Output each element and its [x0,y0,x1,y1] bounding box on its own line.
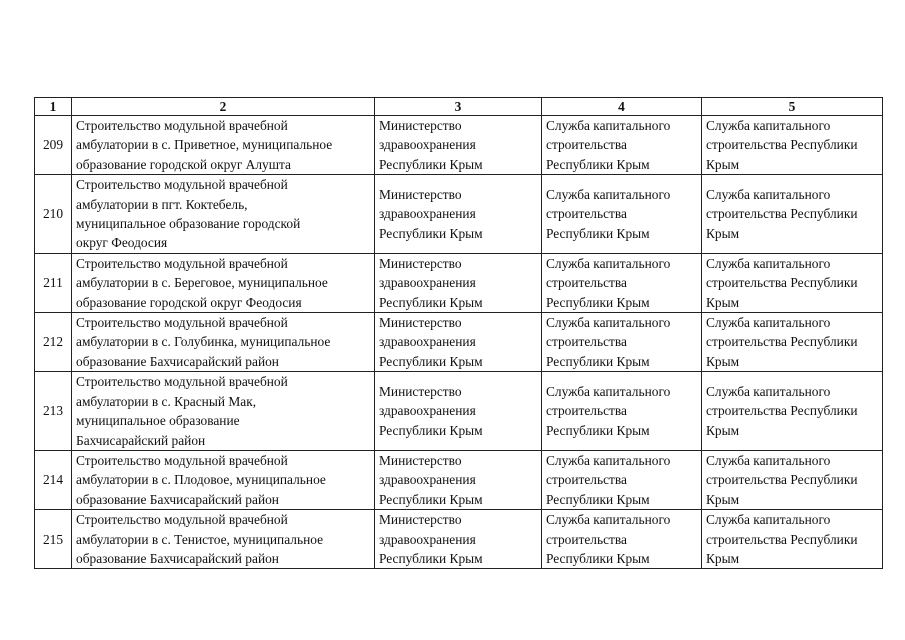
customer-cell [375,372,542,451]
developer-cell [542,175,702,254]
cell-line: муниципальное образование [76,413,240,429]
cell-line: строительства Республики [706,206,858,222]
cell-line: Служба капитального [706,383,831,399]
cell-line: здравоохранения [379,137,476,153]
cell-line: Республики Крым [379,491,483,507]
cell-line: Крым [706,422,740,438]
cell-line: образование Бахчисарайский район [76,353,279,369]
cell-line: Министерство [379,315,462,331]
cell-line: амбулатории в с. Тенистое, муниципальное [76,531,324,547]
executor-cell [702,313,883,372]
row-number: 212 [35,313,72,372]
cell-line: здравоохранения [379,531,476,547]
cell-line: Служба капитального [546,452,671,468]
cell-line: Республики Крым [546,422,650,438]
row-number: 210 [35,175,72,254]
cell-line: Республики Крым [379,156,483,172]
cell-line: строительства [546,403,627,419]
cell-line: амбулатории в пгт. Коктебель, [76,196,248,212]
cell-line: амбулатории в с. Плодовое, муниципальное [76,472,326,488]
cell-line: Крым [706,294,740,310]
object-name-cell [72,175,375,254]
cell-line: здравоохранения [379,403,476,419]
developer-cell [542,253,702,312]
cell-line: Крым [706,353,740,369]
cell-line: амбулатории в с. Приветное, муниципальное [76,137,333,153]
cell-line: Республики Крым [546,294,650,310]
cell-line: строительства Республики [706,137,858,153]
cell-line: здравоохранения [379,206,476,222]
cell-line: амбулатории в с. Красный Мак, [76,393,257,409]
table-row [35,175,883,254]
cell-line: округ Феодосия [76,235,168,251]
document-table [34,97,883,569]
cell-line: Республики Крым [379,353,483,369]
executor-cell [702,116,883,175]
row-number: 213 [35,372,72,451]
cell-line: Служба капитального [546,118,671,133]
cell-line: Служба капитального [706,255,831,271]
developer-cell [542,116,702,175]
cell-line: Бахчисарайский район [76,432,206,448]
cell-line: Строительство модульной врачебной [76,374,288,390]
cell-line: строительства Республики [706,334,858,350]
cell-line: Крым [706,225,740,241]
cell-line: Республики Крым [379,294,483,310]
cell-line: Республики Крым [546,550,650,566]
cell-line: строительства [546,531,627,547]
cell-line: строительства [546,137,627,153]
cell-line: строительства [546,334,627,350]
cell-line: Министерство [379,186,462,202]
customer-cell [375,253,542,312]
cell-line: Министерство [379,452,462,468]
cell-line: Строительство модульной врачебной [76,452,288,468]
executor-cell [702,510,883,569]
cell-line: Министерство [379,512,462,528]
cell-line: Республики Крым [379,422,483,438]
executor-cell [702,450,883,509]
cell-line: Республики Крым [546,156,650,172]
cell-line: Министерство [379,383,462,399]
object-name-cell [72,372,375,451]
cell-line: Строительство модульной врачебной [76,315,288,331]
table-row [35,116,883,175]
cell-line: амбулатории в с. Береговое, муниципальное [76,275,328,291]
row-number: 214 [35,450,72,509]
cell-line: Служба капитального [546,315,671,331]
customer-cell [375,313,542,372]
header-col-5: 5 [702,98,883,116]
developer-cell [542,510,702,569]
customer-cell [375,116,542,175]
cell-line: Служба капитального [546,255,671,271]
cell-line: строительства Республики [706,472,858,488]
customer-cell [375,510,542,569]
header-col-1: 1 [35,98,72,116]
cell-line: Строительство модульной врачебной [76,255,288,271]
table-row [35,510,883,569]
cell-line: Строительство модульной врачебной [76,177,288,193]
cell-line: Республики Крым [379,550,483,566]
cell-line: строительства [546,472,627,488]
cell-line: Служба капитального [706,512,831,528]
executor-cell [702,253,883,312]
cell-line: Служба капитального [706,315,831,331]
cell-line: образование городской округ Феодосия [76,294,302,310]
cell-line: муниципальное образование городской [76,216,301,232]
row-number: 211 [35,253,72,312]
table-row [35,253,883,312]
executor-cell [702,372,883,451]
cell-line: Крым [706,156,740,172]
cell-line: Крым [706,491,740,507]
customer-cell [375,450,542,509]
cell-line: образование Бахчисарайский район [76,491,279,507]
cell-line: Республики Крым [379,225,483,241]
developer-cell [542,450,702,509]
table-header-row [35,98,883,116]
cell-line: образование городской округ Алушта [76,156,291,172]
cell-line: строительства [546,206,627,222]
object-name-cell [72,253,375,312]
header-col-4: 4 [542,98,702,116]
cell-line: строительства Республики [706,275,858,291]
cell-line: Строительство модульной врачебной [76,118,288,133]
developer-cell [542,372,702,451]
cell-line: Республики Крым [546,491,650,507]
cell-line: Республики Крым [546,353,650,369]
cell-line: строительства Республики [706,531,858,547]
developer-cell [542,313,702,372]
cell-line: Министерство [379,255,462,271]
object-name-cell [72,116,375,175]
cell-line: здравоохранения [379,472,476,488]
executor-cell [702,175,883,254]
cell-line: Крым [706,550,740,566]
cell-line: здравоохранения [379,275,476,291]
object-name-cell [72,313,375,372]
row-number: 215 [35,510,72,569]
cell-line: Служба капитального [546,512,671,528]
cell-line: Служба капитального [546,186,671,202]
row-number: 209 [35,116,72,175]
object-name-cell [72,510,375,569]
cell-line: Министерство [379,118,462,133]
cell-line: строительства [546,275,627,291]
cell-line: Строительство модульной врачебной [76,512,288,528]
table-row [35,313,883,372]
cell-line: Республики Крым [546,225,650,241]
cell-line: Служба капитального [706,186,831,202]
cell-line: Служба капитального [706,118,831,133]
cell-line: строительства Республики [706,403,858,419]
header-col-3: 3 [375,98,542,116]
customer-cell [375,175,542,254]
cell-line: образование Бахчисарайский район [76,550,279,566]
table-row [35,372,883,451]
object-name-cell [72,450,375,509]
cell-line: Служба капитального [706,452,831,468]
header-col-2: 2 [72,98,375,116]
cell-line: Служба капитального [546,383,671,399]
cell-line: амбулатории в с. Голубинка, муниципальное [76,334,331,350]
table-body [35,116,883,569]
cell-line: здравоохранения [379,334,476,350]
table-row [35,450,883,509]
